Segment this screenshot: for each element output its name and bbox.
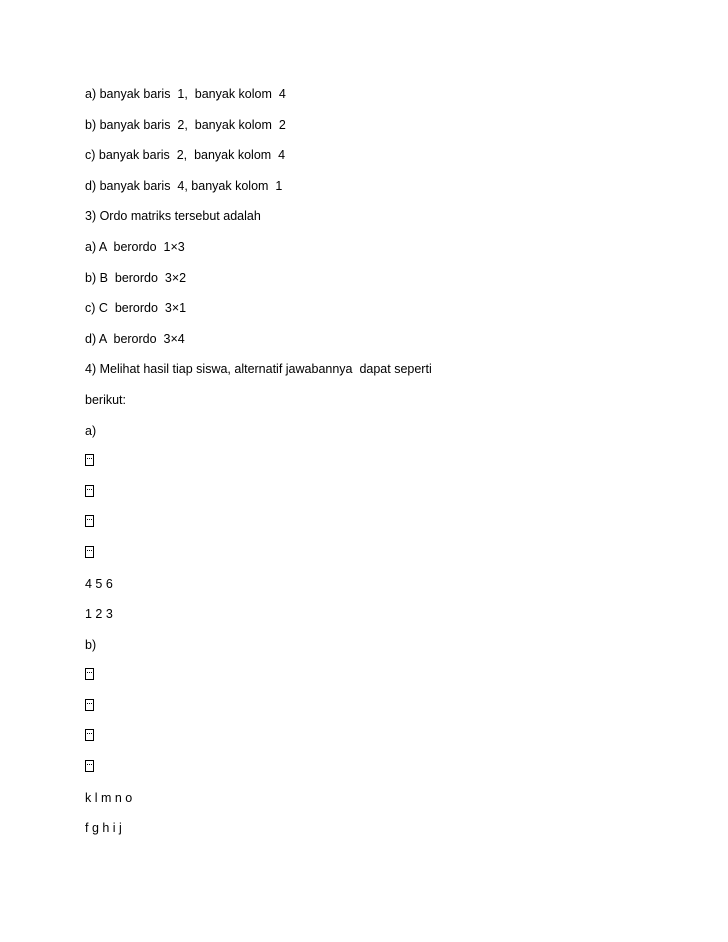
text-line: d) A berordo 3×4 — [85, 331, 185, 346]
missing-glyph-line — [85, 484, 432, 500]
text-line: berikut: — [85, 392, 126, 407]
text-line: a) banyak baris 1, banyak kolom 4 — [85, 87, 286, 101]
missing-glyph-line — [85, 667, 432, 683]
text-line: a) — [85, 423, 97, 438]
text-line: c) C berordo 3×1 — [85, 301, 187, 316]
matrix-row: 4 5 6 — [85, 576, 113, 591]
question-heading: 3) Ordo matriks tersebut adalah — [85, 209, 261, 224]
missing-glyph-line — [85, 728, 432, 744]
matrix-row: 1 2 3 — [85, 607, 113, 622]
text-line: b) — [85, 637, 97, 652]
missing-glyph-line — [85, 698, 432, 714]
missing-glyph-line — [85, 453, 432, 469]
missing-glyph-line — [85, 545, 432, 561]
missing-glyph-icon — [85, 515, 94, 527]
document-body — [85, 86, 432, 851]
missing-glyph-line — [85, 759, 432, 775]
missing-glyph-icon — [85, 668, 94, 680]
missing-glyph-icon — [85, 454, 94, 466]
text-line: b) banyak baris 2, banyak kolom 2 — [85, 117, 286, 132]
matrix-row: f g h i j — [85, 821, 122, 836]
missing-glyph-icon — [85, 729, 94, 741]
text-line: a) A berordo 1×3 — [85, 239, 185, 254]
missing-glyph-icon — [85, 546, 94, 558]
missing-glyph-icon — [85, 699, 94, 711]
missing-glyph-line — [85, 514, 432, 530]
text-line: b) B berordo 3×2 — [85, 270, 187, 285]
text-line: c) banyak baris 2, banyak kolom 4 — [85, 148, 286, 163]
missing-glyph-icon — [85, 760, 94, 772]
question-heading: 4) Melihat hasil tiap siswa, alternatif jawabannya dapat seperti — [85, 362, 432, 377]
matrix-row: k l m n o — [85, 790, 133, 805]
missing-glyph-icon — [85, 485, 94, 497]
text-line: d) banyak baris 4, banyak kolom 1 — [85, 178, 283, 193]
